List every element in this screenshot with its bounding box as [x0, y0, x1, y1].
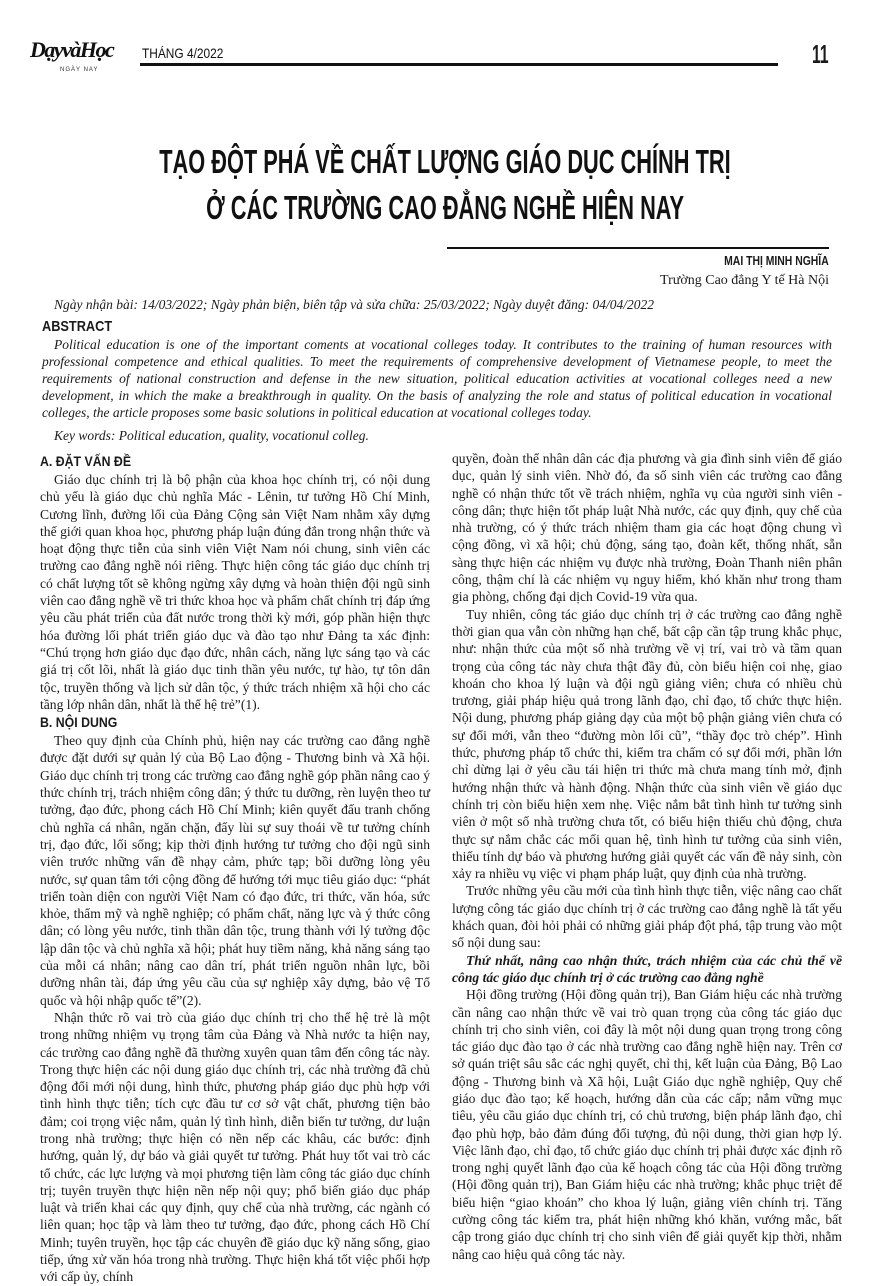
author-affiliation: Trường Cao đẳng Y tế Hà Nội — [660, 273, 829, 288]
paragraph: Theo quy định của Chính phủ, hiện nay các trường cao đẳng nghề được đặt dưới sự quản lý của Bộ Lao động - Thương binh và Xã hội. Giáo dục chính trị trong các trường cao đẳng nghề góp phần nâng cao ý thức chính trị, trách nhiệm công dân; ý thức tu dưỡng, rèn luyện theo tư tưởng, đạo đức, phong cách Hồ Chí Minh; kiên quyết đấu tranh chống chủ nghĩa cá nhân, ngăn chặn, đẩy lùi sự suy thoái về tư tưởng chính trị, đạo đức, lối sống; kịp thời định hướng tư tưởng cho đội ngũ sinh viên trước những vấn đề nhạy cảm, phức tạp; bồi dưỡng lòng yêu nước, sự quan tâm tới cộng đồng để hướng tới mục tiêu giáo dục: “phát triển toàn diện con người Việt Nam có đạo đức, tri thức, văn hóa, sức khỏe, thẩm mỹ và nghề nghiệp; có phẩm chất, năng lực và ý thức công dân; có lòng yêu nước, tinh thần dân tộc, trung thành với lý tưởng độc lập dân tộc và chủ nghĩa xã hội; phát huy tiềm năng, khả năng sáng tạo của mỗi cá nhân; nâng cao dân trí, phát triển nguồn nhân lực, bồi dưỡng nhân tài, đáp ứng yêu cầu của sự nghiệp xây dựng, bảo vệ Tổ quốc và hội nhập quốc tế”(2). — [40, 733, 431, 1008]
paragraph: Hội đồng trường (Hội đồng quản trị), Ban Giám hiệu các nhà trường cần nâng cao nhận thức về vai trò quan trọng của công tác giáo dục chính trị cho sinh viên, coi đây là một nội dung quan trọng trong công tác giáo dục đào tạo ở các nhà trường cao đẳng nghề hiện nay. Trên cơ sở quán triệt sâu sắc các nghị quyết, chỉ thị, kết luận của Đảng, Bộ Lao động - Thương binh và Xã hội, Luật Giáo dục nghề nghiệp, Quy chế giáo dục đào tạo; kế hoạch, hướng dẫn của các cấp; nắm vững mục tiêu, yêu cầu giáo dục chính trị, có chủ trương, biện pháp lãnh đạo, chỉ đạo phù hợp, bảo đảm đúng đối tượng, đủ nội dung, thời gian hợp lý. Việc lãnh đạo, chỉ đạo, tổ chức giáo dục chính trị phải được xác định rõ trong nghị quyết lãnh đạo của kế hoạch công tác của Hội đồng trường (Hội đồng quản trị), Ban Giám hiệu các nhà trường; khắc phục triệt để biểu hiện “giao khoán” cho khoa lý luận, giảng viên chính trị. Tăng cường công tác kiểm tra, phát hiện những khó khăn, vướng mắc, bất cập trong giáo dục chính trị cho sinh viên để giải quyết kịp thời, nhằm nâng cao hiệu quả công tác này. — [452, 987, 842, 1262]
keywords: Key words: Political education, quality, vocationul colleg. — [54, 428, 369, 443]
right-column — [452, 450, 842, 1263]
paragraph: Trước những yêu cầu mới của tình hình thực tiễn, việc nâng cao chất lượng công tác giáo dục chính trị ở các trường cao đẳng nghề là tất yếu khách quan, đòi hỏi phải có những giải pháp đột phá, tập trung vào một số nội dung sau: — [452, 883, 842, 951]
paragraph: Tuy nhiên, công tác giáo dục chính trị ở các trường cao đẳng nghề thời gian qua vẫn còn những hạn chế, bất cập cần tập trung khắc phục, như: nhận thức của một số nhà trường về vị trí, vai trò và tầm quan trọng của công tác này chưa thật đầy đủ, còn biểu hiện coi nhẹ, giao khoán cho khoa lý luận và đội ngũ giảng viên; chưa có nhiều chủ trương, giải pháp hiệu quả trong lãnh đạo, chỉ đạo, tổ chức thực hiện. Nội dung, phương pháp giảng dạy của một bộ phận giảng viên chưa có sự đổi mới, vẫn theo “đường mòn lối cũ”, “thầy đọc trò chép”. Hình thức, phương pháp tổ chức thi, kiểm tra chấm có sự đổi mới, phần lớn chỉ dừng lại ở yêu cầu tái hiện tri thức mà chưa mang tính mở, định hướng nhận thức và hành động. Nhận thức của sinh viên về giáo dục chính trị còn biểu hiện xem nhẹ. Việc nắm bắt tình hình tư tưởng sinh viên ở một số nhà trường chưa tốt, có biểu hiện thiếu chủ động, chưa thực sự nắm chắc các mối quan hệ, tình hình tư tưởng của sinh viên, thiếu tính dự báo và phương hướng giải quyết các vấn đề nảy sinh, còn xảy ra nhiều vụ việc vi phạm pháp luật, quy định của nhà trường. — [452, 606, 842, 882]
author-name: MAI THỊ MINH NGHĨA — [724, 253, 829, 268]
paragraph-continued: quyền, đoàn thể nhân dân các địa phương và gia đình sinh viên để giáo dục, quản lý sinh viên. Nhờ đó, đa số sinh viên các trường cao đẳng nghề có nhận thức tốt về trách nhiệm, nghĩa vụ của người sinh viên - công dân; thực hiện tốt pháp luật Nhà nước, các quy định, quy chế của nhà trường, có ý thức trách nhiệm tham gia các hoạt động chung vì cộng đồng, vì xã hội; chủ động, sáng tạo, đoàn kết, thống nhất, sẵn sàng thực hiện các nhiệm vụ được nhà trường, Đoàn Thanh niên phân công, thậm chí là các nhiệm vụ nguy hiểm, khó khăn như trong tham gia phòng, chống đại dịch Covid-19 vừa qua. — [452, 451, 842, 605]
abstract-section — [42, 318, 832, 444]
abstract-text: Political education is one of the important coments at vocational colleges today. It contributes to the training of human resources with professional competence and ethical qualities. To meet the requirements of comprehensive development of Vietnamese people, to meet the requirements of national construction and defense in the new situation, political education activities at vocational colleges need a new development, in which the make a breakthrough in quality. On the basis of analyzing the role and status of political education in vocational colleges, the article proposes some basic solutions in political education at vocational colleges today. — [42, 337, 832, 420]
article-title-line-1: TẠO ĐỘT PHÁ VỀ CHẤT LƯỢNG GIÁO DỤC CHÍNH TRỊ — [159, 143, 731, 180]
issue-date: THÁNG 4/2022 — [142, 45, 224, 61]
header-rule — [140, 63, 778, 66]
section-heading-a: A. ĐẶT VẤN ĐỀ — [40, 453, 132, 469]
article-title-line-2: Ở CÁC TRƯỜNG CAO ĐẲNG NGHỀ HIỆN NAY — [206, 189, 684, 226]
journal-logo: DạyvàHọc — [30, 37, 114, 62]
title-rule — [447, 247, 829, 249]
left-column — [40, 452, 430, 1286]
subsection-heading: Thứ nhất, nâng cao nhận thức, trách nhiệm của các chủ thể về công tác giáo dục chính trị ở các trường cao đẳng nghề — [452, 952, 842, 985]
journal-logo-subtext: NGÀY NAY — [60, 67, 99, 73]
paragraph: Giáo dục chính trị là bộ phận của khoa học chính trị, có nội dung chủ yếu là giáo dục chủ nghĩa Mác - Lênin, tư tưởng Hồ Chí Minh, Cương lĩnh, đường lối của Đảng Cộng sản Việt Nam nhằm xây dựng thế giới quan khoa học, phương pháp luận đúng đắn trong nhận thức và hoạt động thực tiễn của sinh viên Việt Nam nói chung, sinh viên các trường cao đẳng nghề nói riêng. Thực hiện công tác giáo dục chính trị có chất lượng tốt sẽ không ngừng xây dựng và hoàn thiện đội ngũ sinh viên cao đẳng nghề về tri thức khoa học và phẩm chất chính trị đáp ứng yêu cầu phát triển của đất nước trong thời kỳ mới, góp phần hiện thực hóa đường lối phát triển giáo dục và đào tạo như Đảng ta xác định: “Chú trọng hơn giáo dục đạo đức, nhân cách, năng lực sáng tạo và các giá trị cốt lõi, nhất là giáo dục tinh thần yêu nước, tự hào, tự tôn dân tộc, truyền thống và lịch sử dân tộc, ý thức trách nhiệm xã hội cho các tầng lớp nhân dân, nhất là thế hệ trẻ”(1). — [40, 472, 430, 712]
page-number: 11 — [812, 39, 829, 69]
paragraph: Nhận thức rõ vai trò của giáo dục chính trị cho thế hệ trẻ là một trong những nhiệm vụ trọng tâm của Đảng và Nhà nước ta hiện nay, các trường cao đẳng nghề đã thường xuyên quan tâm đến công tác này. Trong thực hiện các nội dung giáo dục chính trị, các nhà trường đã chủ động đổi mới nội dung, hình thức, phương pháp giáo dục phù hợp với tình hình thực tiễn; tích cực đầu tư cơ sở vật chất, phương tiện bảo đảm; coi trọng việc nắm, quản lý tình hình, diễn biến tư tưởng, dư luận trong nhà trường; thực hiện có nền nếp các khâu, các bước: định hướng, quản lý, dự báo và giải quyết tư tưởng. Phát huy tốt vai trò các tổ chức, các lực lượng và mọi phương tiện làm công tác giáo dục chính trị; tuyên truyền thực hiện nền nếp nội quy; phổ biến giáo dục pháp luật và triển khai các quy định, quy chế của nhà trường, các ngành có liên quan; học tập và làm theo tư tưởng, đạo đức, phong cách Hồ Chí Minh; tuyên truyền, học tập các chuyên đề giáo dục kỹ năng sống, giao tiếp, ứng xử văn hóa trong nhà trường. Thực hiện khá tốt việc phối hợp với cấp ủy, chính — [40, 1009, 430, 1285]
section-heading-b: B. NỘI DUNG — [40, 714, 118, 731]
abstract-heading: ABSTRACT — [42, 318, 113, 335]
submission-dates: Ngày nhận bài: 14/03/2022; Ngày phản biện, biên tập và sửa chữa: 25/03/2022; Ngày duyệt đăng: 04/04/2022 — [54, 297, 655, 312]
